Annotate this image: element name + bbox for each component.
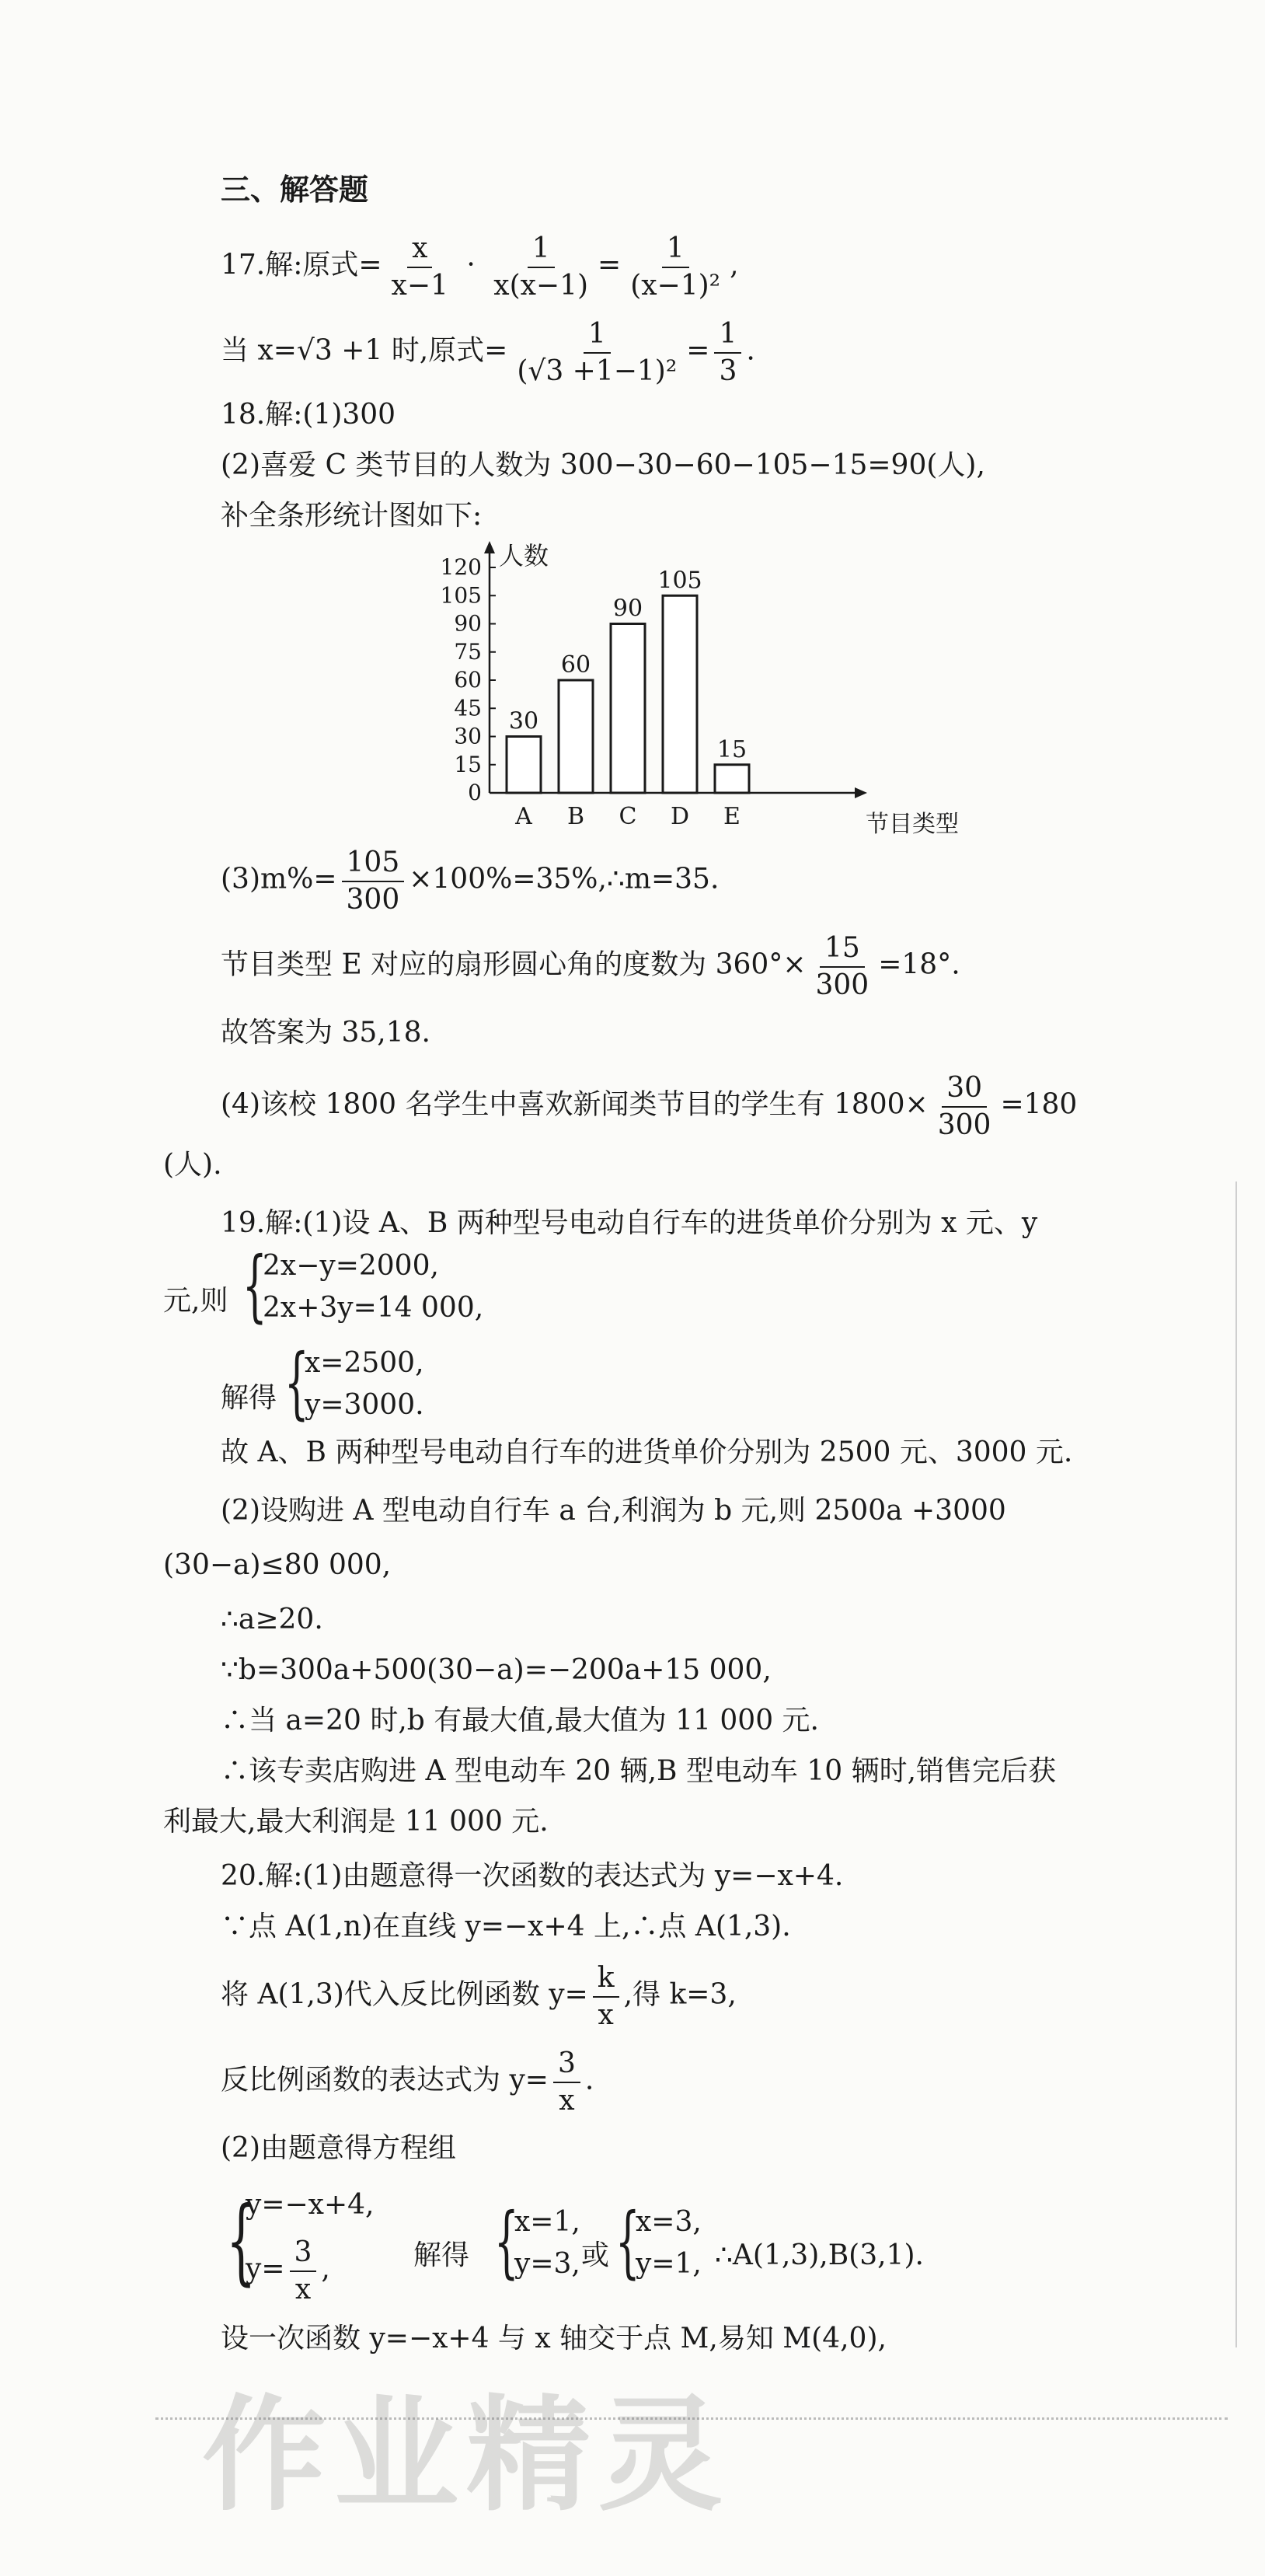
fraction: $\frac{1}{\text{(√3 +1−1)²}}$ (517, 318, 678, 387)
q18-line-4: (3)m%= $\frac{105}{300}$ ×100%=35%,∴m=35. (221, 846, 720, 916)
q18-line-8: (人). (163, 1149, 222, 1181)
y-tick-label: 0 (468, 780, 482, 805)
q19-line-4: 故 A、B 两种型号电动自行车的进货单价分别为 2500 元、3000 元. (221, 1436, 1073, 1468)
bar-value-label: 30 (508, 707, 539, 735)
bar-value-label: 90 (612, 595, 643, 623)
q20-line-5: (2)由题意得方程组 (221, 2132, 456, 2164)
bar-chart (420, 536, 959, 847)
fraction: $\frac{105}{300}$ (342, 847, 405, 915)
y-tick-label: 60 (454, 667, 482, 693)
q19-line-7: ∴a≥20. (221, 1604, 323, 1635)
equation-system-a: { y=−x+4, y= $\frac{3}{x}$ , (226, 2187, 375, 2305)
x-axis-arrow (855, 787, 867, 798)
q18-line-6: 故答案为 35,18. (221, 1017, 430, 1049)
section-title: 三、解答题 (221, 173, 369, 207)
fraction: $\frac{3}{x}$ (553, 2048, 580, 2116)
q19-line-5: (2)设购进 A 型电动自行车 a 台,利润为 b 元,则 2500a +3000 (221, 1495, 1006, 1527)
solve-label: 解得 (413, 2239, 470, 2271)
x-tick-label: B (566, 803, 585, 830)
brace: { (242, 1240, 267, 1331)
q20-line-6: 设一次函数 y=−x+4 与 x 轴交于点 M,易知 M(4,0), (221, 2323, 887, 2354)
bar-a (507, 737, 541, 794)
q20-line-2: ∵点 A(1,n)在直线 y=−x+4 上,∴点 A(1,3). (221, 1911, 791, 1942)
fraction: $\frac{3}{x}$ (290, 2237, 317, 2305)
bar-value-label: 60 (560, 651, 591, 679)
or-label: 或 (581, 2239, 610, 2271)
margin-rule (1235, 1182, 1237, 2347)
fraction: $\frac{1}{3}$ (714, 319, 741, 386)
fraction: $\frac{1}{\text{(x−1)²}}$ (630, 232, 721, 302)
fraction: $\frac{1}{x(x-1)}$ (493, 232, 589, 302)
fraction: $\frac{30}{300}$ (937, 1072, 991, 1141)
y-tick-label: 90 (454, 610, 482, 637)
brace: { (284, 1337, 309, 1428)
q19-line-8: ∵b=300a+500(30−a)=−200a+15 000, (221, 1654, 772, 1686)
y-axis-arrow (484, 541, 495, 553)
x-tick-label: C (619, 803, 637, 830)
q20-line-1: 20.解:(1)由题意得一次函数的表达式为 y=−x+4. (221, 1860, 844, 1892)
equation-system-1: { 2x−y=2000, 2x+3y=14 000, (242, 1240, 484, 1331)
q19-line-3: 解得 (221, 1382, 277, 1414)
x-tick-label: A (515, 803, 532, 830)
bar-value-label: 105 (657, 567, 702, 595)
y-tick-label: 45 (454, 695, 482, 721)
bar-e (715, 765, 749, 793)
bar-d (663, 595, 697, 793)
equation-system-2: { x=2500, y=3000. (284, 1337, 424, 1428)
y-tick-label: 75 (454, 638, 482, 665)
q19-line-11: 利最大,最大利润是 11 000 元. (163, 1806, 549, 1838)
solution-conclusion: ∴A(1,3),B(3,1). (715, 2239, 924, 2271)
y-tick-label: 105 (440, 582, 482, 609)
q19-line-10: ∴该专卖店购进 A 型电动车 20 辆,B 型电动车 10 辆时,销售完后获 (221, 1755, 1057, 1787)
brace: { (493, 2196, 519, 2287)
y-axis-label: 人数 (499, 541, 549, 571)
q19-line-9: ∴当 a=20 时,b 有最大值,最大值为 11 000 元. (221, 1705, 819, 1737)
equation-system-c: { x=3, y=1, (615, 2196, 702, 2287)
x-tick-label: E (723, 803, 741, 830)
x-axis-label: 节目类型 (866, 811, 959, 838)
q18-line-2: (2)喜爱 C 类节目的人数为 300−30−60−105−15=90(人), (221, 449, 985, 481)
fraction: $\frac{k}{x}$ (593, 1963, 619, 2030)
q18-line-7: (4)该校 1800 名学生中喜欢新闻类节目的学生有 1800× $\frac{30}{300}$ =180 (221, 1072, 1078, 1141)
q18-line-3: 补全条形统计图如下: (221, 500, 483, 532)
q19-line-2: 元,则 (163, 1285, 228, 1317)
fraction: $\frac{x}{x-1}$ (391, 232, 448, 302)
bar-b (559, 680, 593, 793)
q20-line-4: 反比例函数的表达式为 y= $\frac{3}{x}$ . (221, 2047, 594, 2117)
q17-line-2: 当 x=√3 +1 时,原式= $\frac{1}{\text{(√3 +1−1)²}}$ = $\frac{1}{3}$ . (221, 318, 755, 387)
watermark-logo-bottom: 作业精灵 (202, 2382, 731, 2528)
q20-line-3: 将 A(1,3)代入反比例函数 y= $\frac{k}{x}$ ,得 k=3, (221, 1962, 737, 2031)
bar-c (611, 624, 645, 794)
q19-line-1: 19.解:(1)设 A、B 两种型号电动自行车的进货单价分别为 x 元、y (221, 1207, 1038, 1239)
y-tick-label: 120 (440, 554, 482, 580)
y-tick-label: 30 (454, 723, 482, 749)
q17-line-1: 17.解:原式= $\frac{x}{x-1}$ · $\frac{1}{x(x-1)}$ = $\frac{1}{\text{(x−1)²}}$ , (221, 232, 739, 302)
q19-line-6: (30−a)≤80 000, (163, 1549, 392, 1581)
brace: { (226, 2187, 256, 2295)
q18-line-1: 18.解:(1)300 (221, 399, 396, 431)
fraction: $\frac{15}{300}$ (815, 932, 869, 1001)
equation-system-b: { x=1, y=3, (493, 2196, 580, 2287)
y-tick-label: 15 (454, 751, 482, 777)
bar-value-label: 15 (716, 735, 748, 763)
x-tick-label: D (670, 803, 690, 830)
brace: { (615, 2196, 640, 2287)
q18-line-5: 节目类型 E 对应的扇形圆心角的度数为 360°× $\frac{15}{300}$ =18°. (221, 932, 960, 1001)
